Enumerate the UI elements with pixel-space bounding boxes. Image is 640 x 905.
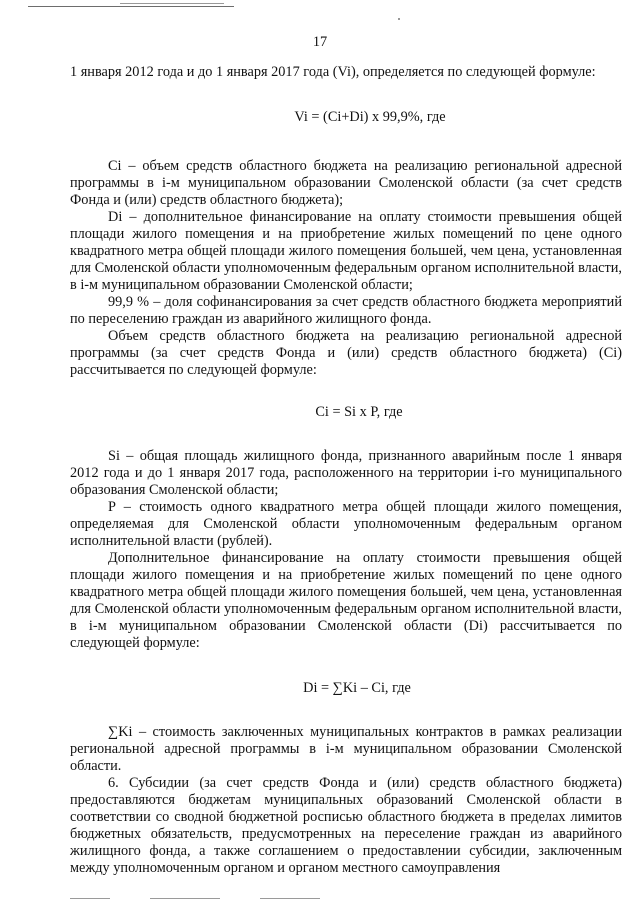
si-definition: Si – общая площадь жилищного фонда, признанного аварийным после 1 января 2012 года и до 1 января 2017 года, расположенного на территории i-го муниципального образования Смоленской области; (70, 448, 622, 498)
formula-di: Di = ∑Ki – Ci, где (303, 680, 411, 696)
di-calculation-paragraph: Дополнительное финансирование на оплату стоимости превышения общей площади жилого помещения и на приобретение жилых помещений по цене одного квадратного метра общей площади жилого помещения большей, чем цена, установленная для Смоленской области уполномоченным федеральным органом исполнительной власти, в i-м муниципальном образовании Смоленской области (Di) рассчитывается по следующей формуле: (70, 550, 622, 651)
ki-definition: ∑Ki – стоимость заключенных муниципальных контрактов в рамках реализации региональной адресной программы в i-м муниципальном образовании Смоленской области. (70, 724, 622, 774)
scan-line-top-2 (120, 3, 224, 4)
percent-definition: 99,9 % – доля софинансирования за счет средств областного бюджета мероприятий по переселению граждан из аварийного жилищного фонда. (70, 294, 622, 327)
scan-dot (398, 18, 400, 20)
ci-calculation-paragraph: Объем средств областного бюджета на реализацию региональной адресной программы (за счет средств Фонда и (или) средств областного бюджета) (Ci) рассчитывается по следующей формуле: (70, 328, 622, 378)
page-number: 17 (312, 34, 328, 50)
scan-line-top (28, 6, 234, 7)
ci-definition: Ci – объем средств областного бюджета на реализацию региональной адресной программы в i-м муниципальном образовании Смоленской области (за счет средств Фонда и (или) средств областного бюджета); (70, 158, 622, 208)
scan-line-bottom-2 (150, 898, 220, 899)
intro-paragraph: 1 января 2012 года и до 1 января 2017 года (Vi), определяется по следующей формуле: (70, 64, 596, 80)
document-body (70, 64, 622, 877)
item-6-paragraph: 6. Субсидии (за счет средств Фонда и (или) средств областного бюджета) предоставляются бюджетам муниципальных образований Смоленской области в соответствии со сводной бюджетной росписью областного бюджета в пределах лимитов бюджетных обязательств, предусмотренных на переселение граждан из аварийного жилищного фонда, а также соглашением о предоставлении субсидии, заключенным между уполномоченным органом и органом местного самоуправления (70, 775, 622, 876)
formula-ci: Ci = Si x P, где (315, 404, 403, 420)
scan-line-bottom (70, 898, 110, 899)
scan-line-bottom-3 (260, 898, 320, 899)
p-definition: P – стоимость одного квадратного метра общей площади жилого помещения, определяемая для Смоленской области уполномоченным федеральным органом исполнительной власти (рублей). (70, 499, 622, 549)
di-definition: Di – дополнительное финансирование на оплату стоимости превышения общей площади жилого помещения и на приобретение жилых помещений по цене одного квадратного метра общей площади жилого помещения большей, чем цена, установленная для Смоленской области уполномоченным федеральным органом исполнительной власти, в i-м муниципальном образовании Смоленской области; (70, 209, 622, 293)
formula-vi: Vi = (Ci+Di) x 99,9%, где (294, 109, 446, 125)
